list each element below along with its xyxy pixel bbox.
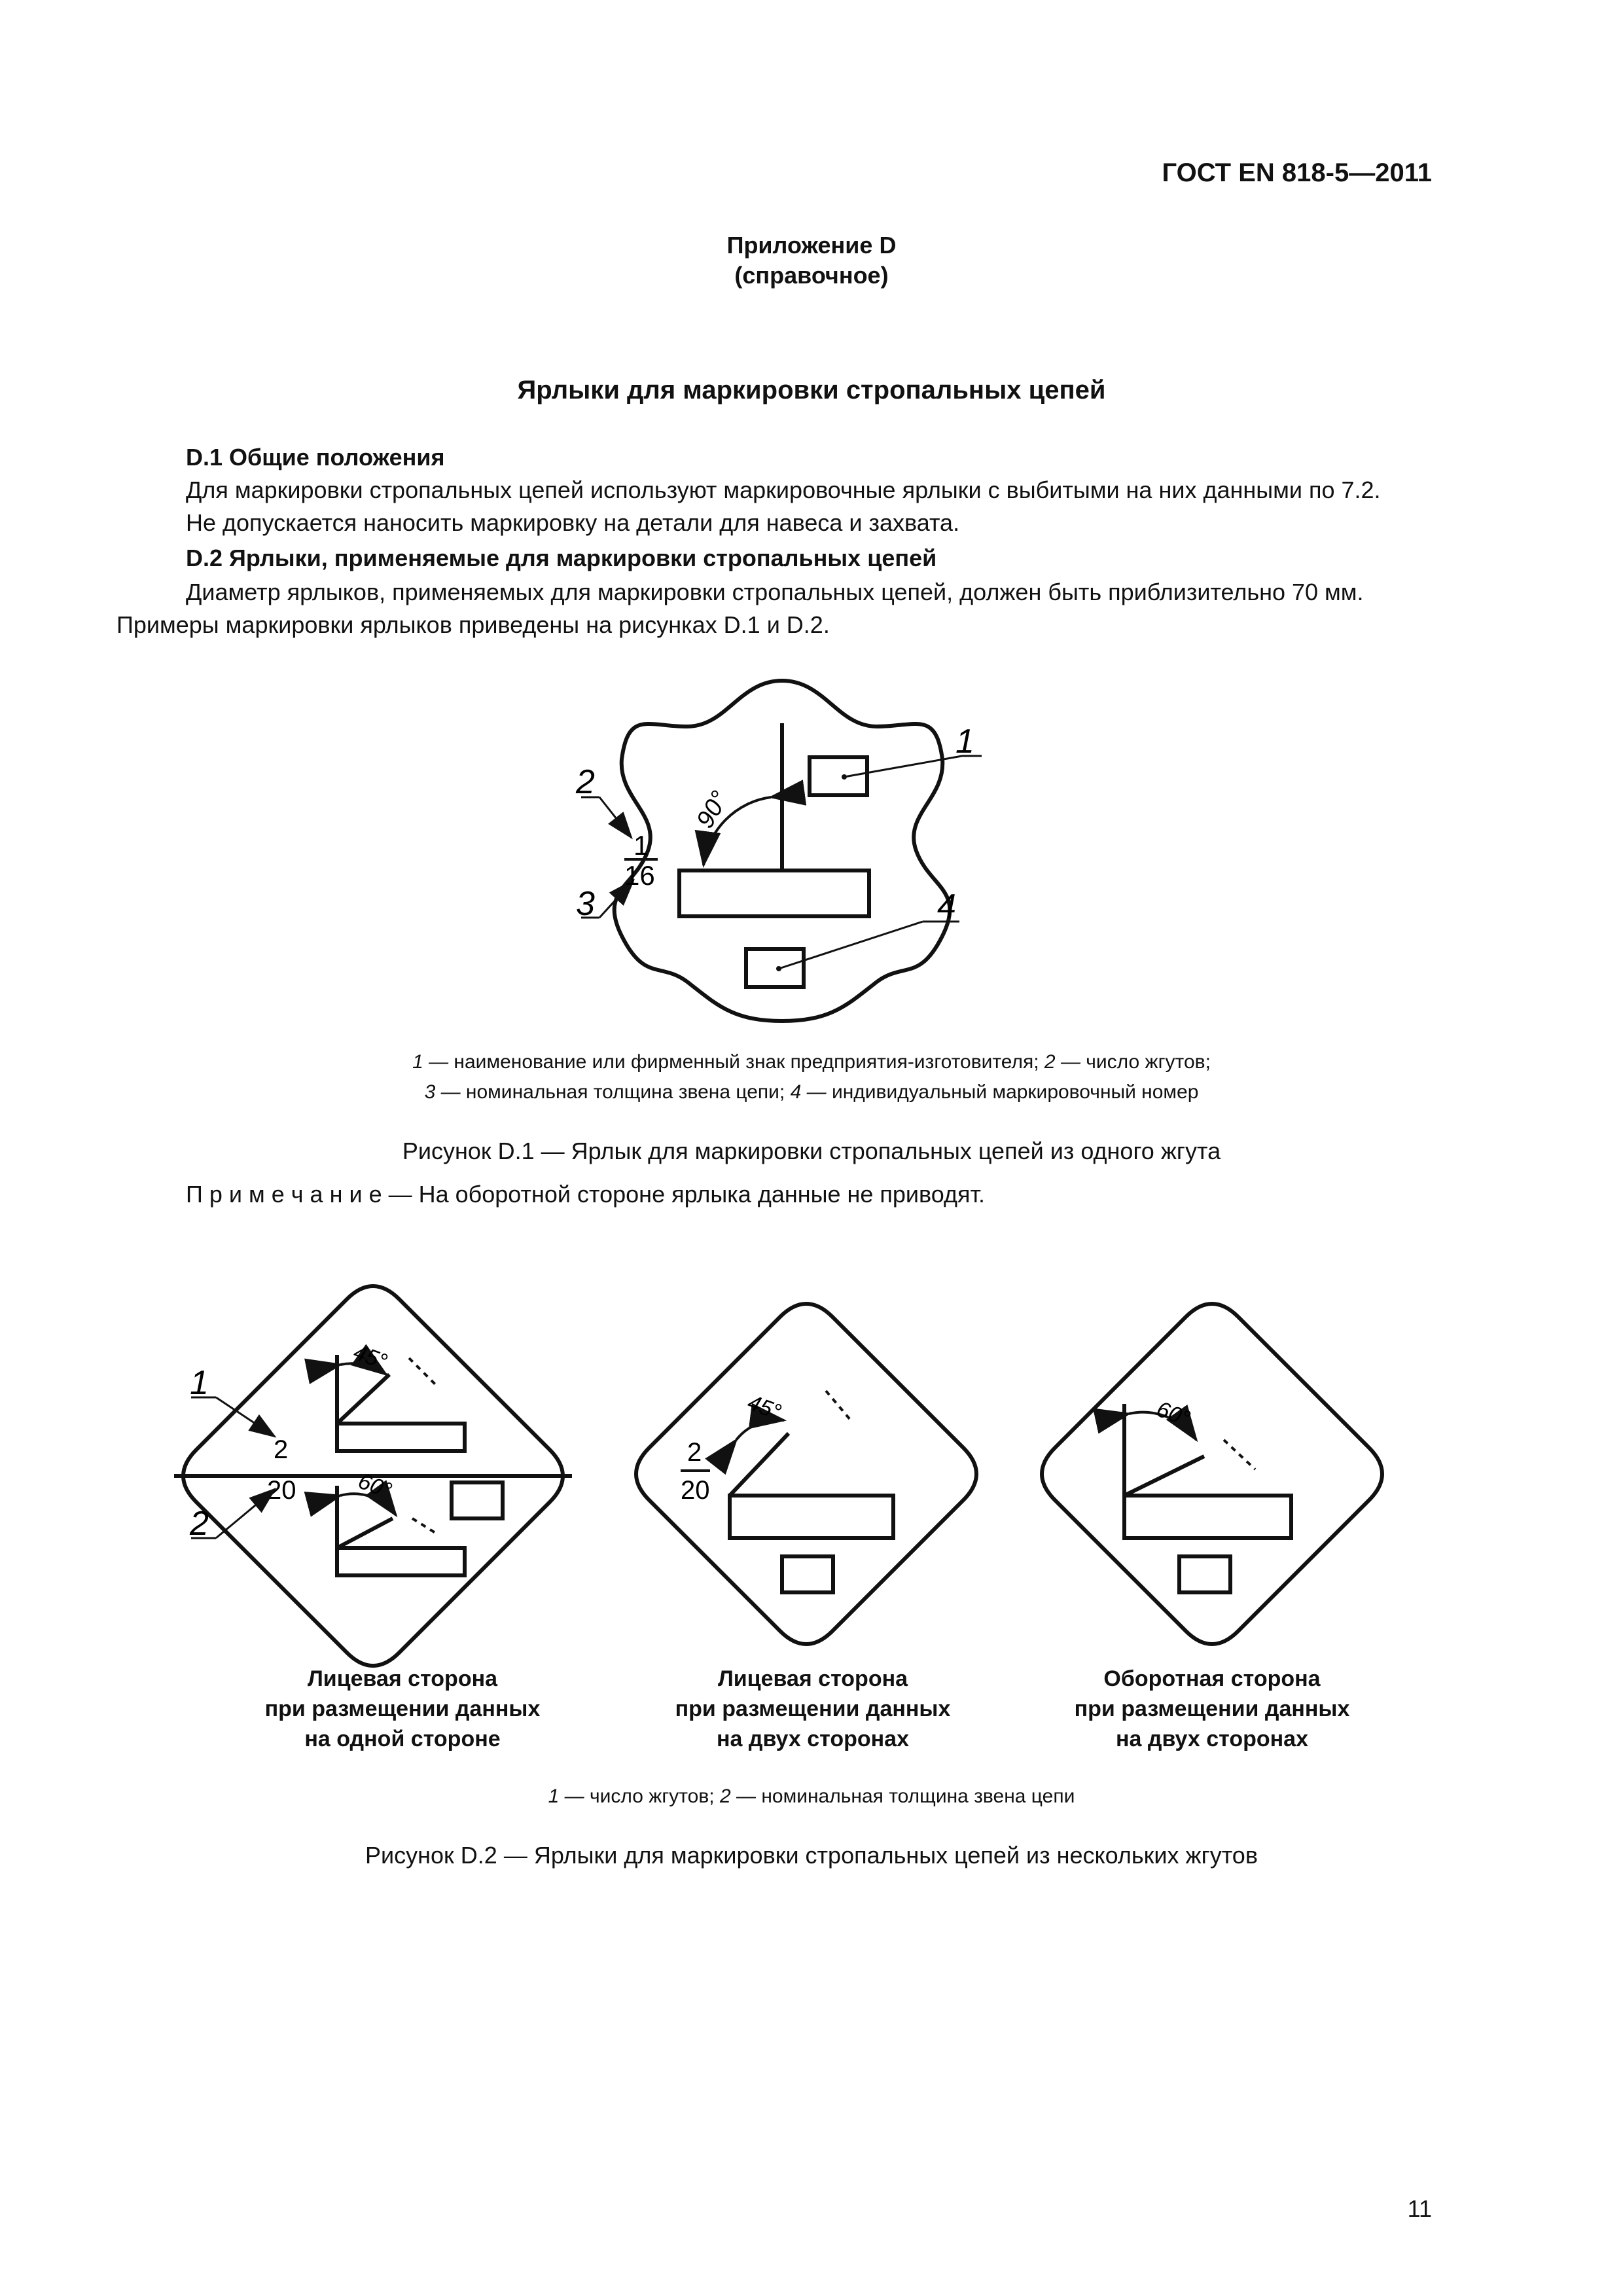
figure2-tag3 [1042,1304,1382,1644]
figure2-tag2-rect-serial [782,1556,833,1592]
figure2-caption: Рисунок D.2 — Ярлыки для маркировки стропальных цепей из нескольких жгутов [365,1842,1258,1869]
section1-line2: Не допускается наносить маркировку на детали для навеса и захвата. [186,509,960,536]
section2-line1: Диаметр ярлыков, применяемых для маркировки стропальных цепей, должен быть приблизительно 70 мм. [186,579,1364,605]
figure2-callout-1: 1 [190,1364,209,1402]
figure2-tag3-label: Оборотная сторона при размещении данных на двух сторонах [1074,1666,1350,1751]
figure1-legend [0,1047,1623,1107]
figure1-callout-1: 1 [955,723,974,761]
note-label: П р и м е ч а н и е — [186,1181,412,1208]
appendix-type: (справочное) [734,262,889,289]
figure1-legend-line1: 1 — наименование или фирменный знак предприятия-изготовителя; 2 — число жгутов; [412,1051,1211,1073]
standard-number: ГОСТ EN 818-5—2011 [1162,158,1432,187]
figure1-caption: Рисунок D.1 — Ярлык для маркировки стропальных цепей из одного жгута [402,1138,1221,1164]
figure1-fraction-bottom: 16 [624,860,655,891]
figure2-tag1-rect-serial [452,1482,503,1518]
figure2-tag2 [636,1304,976,1644]
figure2-tag1-bottom-value: 20 [267,1476,296,1505]
figure1-rect-serial [746,949,804,987]
figure1-tag [615,681,950,1021]
page-number: 11 [1407,2195,1432,2222]
figure2-tag3-bar [1124,1496,1291,1538]
figure2-tag1-bar-top [337,1424,465,1451]
figure1-callout-2: 2 [576,763,595,801]
figure1-bar [679,870,869,916]
figure2-tag2-label: Лицевая сторона при размещении данных на двух сторонах [675,1666,951,1751]
figure1-callout-3: 3 [576,885,595,923]
figure2-tag2-angle: 45° [744,1390,785,1426]
figure2-tag3-rect-serial [1179,1556,1230,1592]
figure2-tag1-bar-bottom [337,1548,465,1575]
section2-line2: Примеры маркировки ярлыков приведены на рисунках D.1 и D.2. [116,611,830,638]
figure2-tag1-top-value: 2 [274,1435,289,1464]
figure2-tag2-top-value: 2 [687,1438,702,1467]
figure2-tag1-label: Лицевая сторона при размещении данных на одной стороне [264,1666,541,1751]
section2-heading: D.2 Ярлыки, применяемые для маркировки стропальных цепей [186,545,937,571]
section1-heading: D.1 Общие положения [186,444,445,471]
figure2-callout-2: 2 [190,1505,209,1543]
figure2-tag1-angle-top: 45° [350,1339,391,1375]
figure2-legend: 1 — число жгутов; 2 — номинальная толщина звена цепи [548,1785,1075,1807]
figure1-fraction-top: 1 [633,830,649,861]
section1-line1: Для маркировки стропальных цепей используют маркировочные ярлыки с выбитыми на них данными по 7.2. [186,476,1381,503]
figure2-tag1-angle-bottom: 60° [355,1468,395,1504]
figure1-callout-4: 4 [937,888,956,925]
figure2-tag2-bar [730,1496,893,1538]
note-text: На оборотной стороне ярлыка данные не приводят. [412,1181,985,1208]
figure2-tag2-bottom-value: 20 [681,1476,710,1505]
figure1-legend-line2: 3 — номинальная толщина звена цепи; 4 — индивидуальный маркировочный номер [424,1081,1199,1103]
page-title: Ярлыки для маркировки стропальных цепей [517,376,1106,404]
figure1-angle-label: 90° [691,786,734,833]
figure2-tag3-angle: 60° [1153,1396,1194,1432]
figure1-rect-manufacturer [810,757,867,795]
note [186,1178,985,1211]
appendix-title: Приложение D [726,232,897,259]
